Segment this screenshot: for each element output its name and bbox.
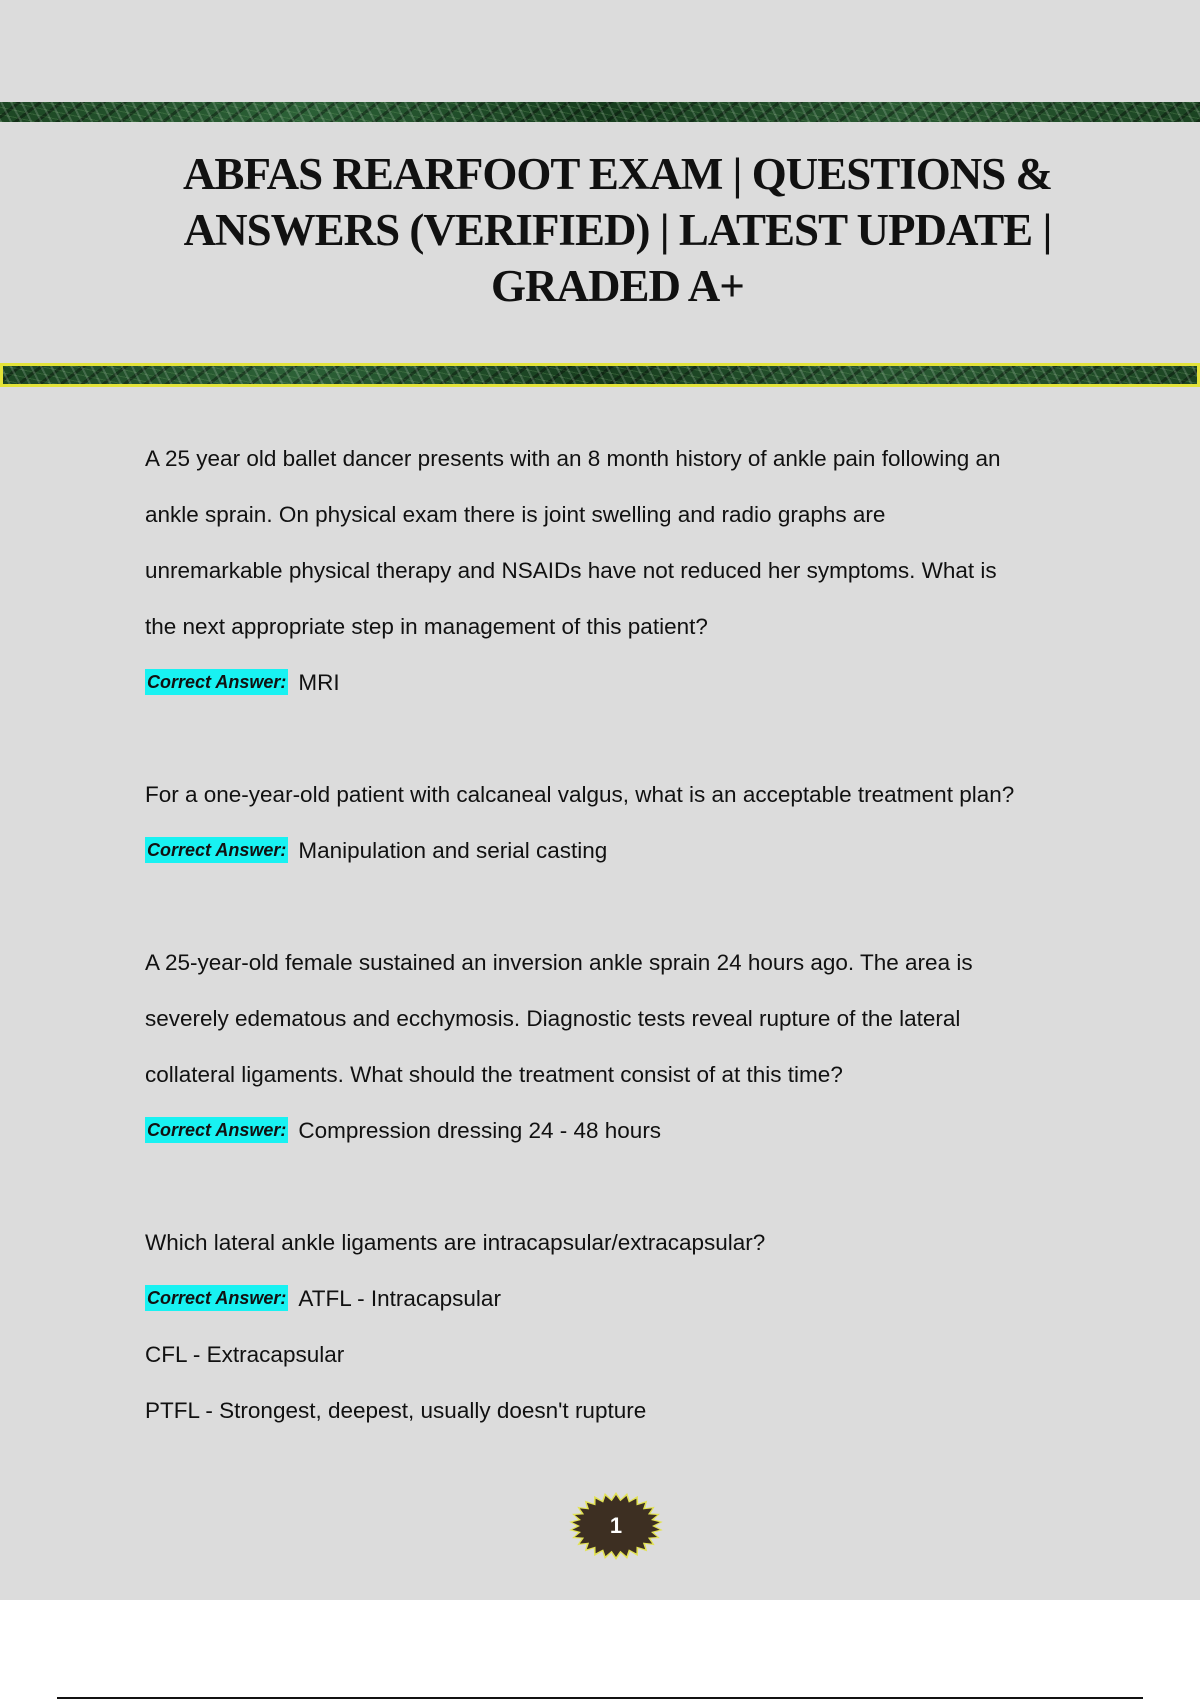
correct-answer-label: Correct Answer: [145,837,288,863]
page-number-badge [567,1491,665,1561]
question-block-3 [145,935,1095,1159]
answer-text: ATFL - Intracapsular [298,1286,501,1311]
question-text-line: the next appropriate step in management of this patient? [145,614,708,639]
answer-line [145,1103,1095,1159]
question-block-4 [145,1215,1095,1439]
answer-line [145,823,1095,879]
page-number: 1 [609,1513,623,1538]
question-spacer [145,1159,1095,1215]
question-list [145,431,1095,1439]
question-text-line: unremarkable physical therapy and NSAIDs have not reduced her symptoms. What is [145,558,997,583]
answer-text: Manipulation and serial casting [298,838,608,863]
answer-text: MRI [298,670,340,695]
question-text-line: collateral ligaments. What should the treatment consist of at this time? [145,1062,843,1087]
correct-answer-label: Correct Answer: [145,1117,288,1143]
question-text-line: Which lateral ankle ligaments are intracapsular/extracapsular? [145,1230,766,1255]
decorative-bottom-band [0,363,1200,387]
question-text-line: severely edematous and ecchymosis. Diagnostic tests reveal rupture of the lateral [145,1006,961,1031]
question-text-line: For a one-year-old patient with calcaneal valgus, what is an acceptable treatment plan? [145,782,1015,807]
answer-continuation-line: PTFL - Strongest, deepest, usually doesn't rupture [145,1398,647,1423]
answer-text: Compression dressing 24 - 48 hours [298,1118,662,1143]
decorative-top-band [0,102,1200,122]
question-text-line: A 25 year old ballet dancer presents with an 8 month history of ankle pain following an [145,446,1001,471]
footer-divider [57,1697,1143,1699]
question-block-1 [145,431,1095,711]
answer-line [145,1271,1095,1327]
question-spacer [145,879,1095,935]
document-title: ABFAS REARFOOT EXAM | QUESTIONS & ANSWERS (VERIFIED) | LATEST UPDATE | GRADED A+ [182,149,1053,311]
correct-answer-label: Correct Answer: [145,669,288,695]
question-spacer [145,711,1095,767]
correct-answer-label: Correct Answer: [145,1285,288,1311]
question-block-2 [145,767,1095,879]
answer-continuation-line: CFL - Extracapsular [145,1342,345,1367]
question-text-line: ankle sprain. On physical exam there is joint swelling and radio graphs are [145,502,886,527]
answer-line [145,655,1095,711]
question-text-line: A 25-year-old female sustained an inversion ankle sprain 24 hours ago. The area is [145,950,973,975]
